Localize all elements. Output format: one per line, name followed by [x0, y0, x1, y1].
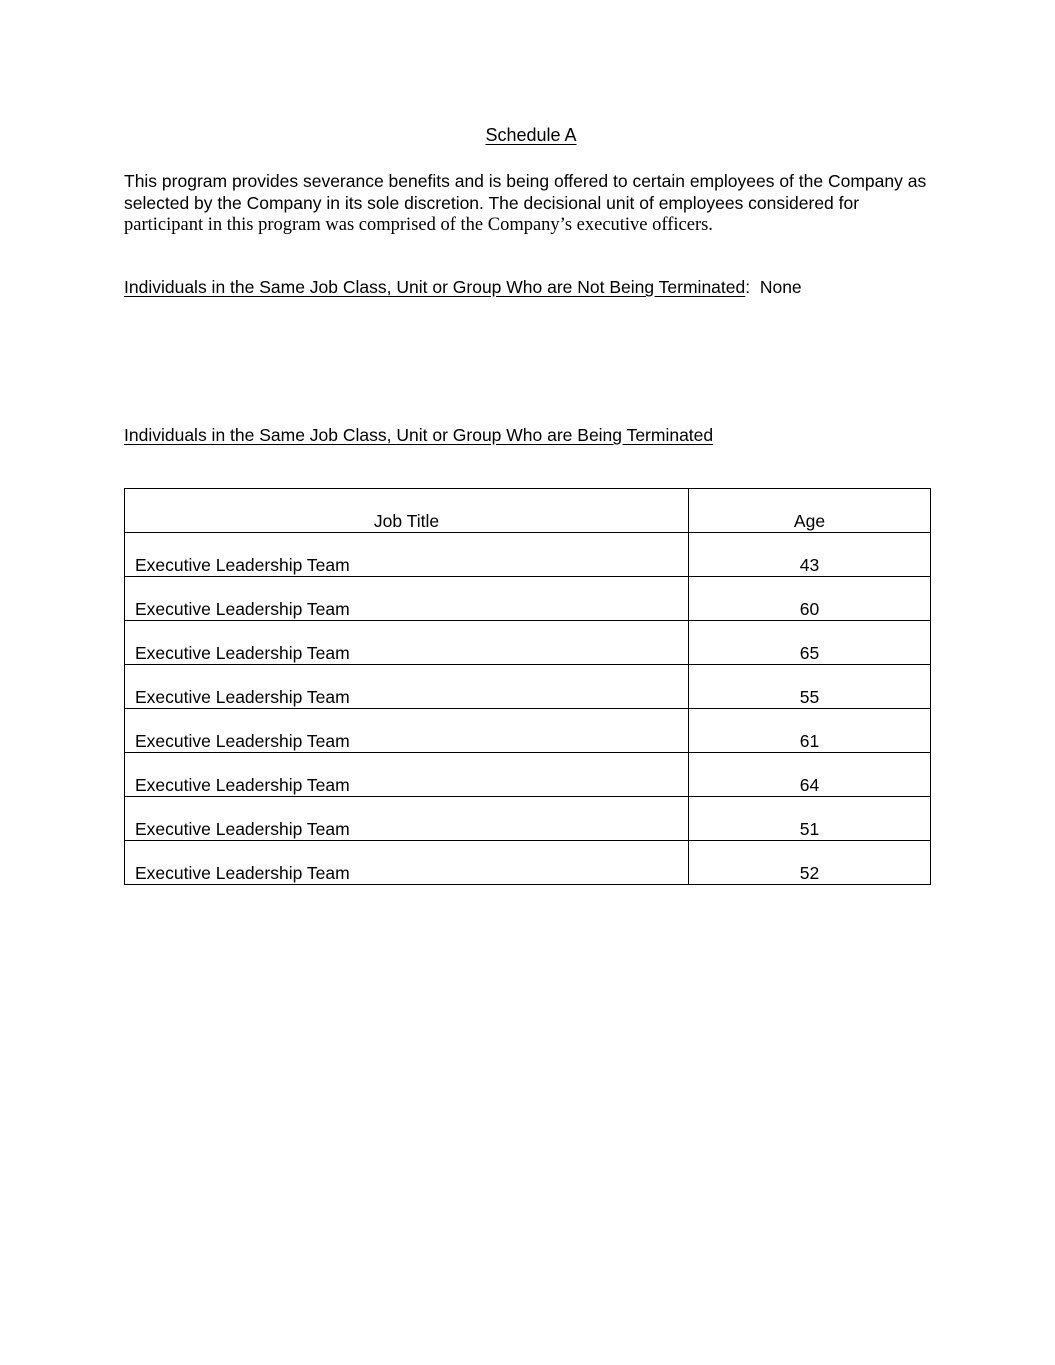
age-header: Age [689, 489, 931, 533]
age-cell: 60 [689, 577, 931, 621]
table-header-row [125, 489, 931, 533]
age-cell: 65 [689, 621, 931, 665]
intro-paragraph [124, 170, 927, 236]
job-title-cell: Executive Leadership Team [125, 621, 689, 665]
job-title-cell: Executive Leadership Team [125, 533, 689, 577]
not-terminated-section [124, 277, 802, 298]
terminated-table [124, 488, 931, 885]
job-title-cell: Executive Leadership Team [125, 577, 689, 621]
not-terminated-value: None [759, 277, 802, 297]
page-title: Schedule A [485, 125, 577, 145]
table-row [125, 533, 931, 577]
terminated-heading: Individuals in the Same Job Class, Unit or Group Who are Being Terminated [124, 425, 714, 445]
intro-line-2: selected by the Company in its sole discretion. The decisional unit of employees considered for [124, 193, 860, 213]
intro-line-3: participant in this program was comprised of the Company’s executive officers. [124, 215, 713, 235]
age-cell: 61 [689, 709, 931, 753]
table-row [125, 577, 931, 621]
intro-line-1: This program provides severance benefits and is being offered to certain employees of the Company as [124, 171, 927, 191]
terminated-section [124, 425, 713, 446]
job-title-cell: Executive Leadership Team [125, 753, 689, 797]
age-cell: 43 [689, 533, 931, 577]
age-cell: 51 [689, 797, 931, 841]
table-row [125, 709, 931, 753]
job-title-cell: Executive Leadership Team [125, 797, 689, 841]
job-title-cell: Executive Leadership Team [125, 709, 689, 753]
job-title-cell: Executive Leadership Team [125, 665, 689, 709]
table-row [125, 841, 931, 885]
table-row [125, 665, 931, 709]
job-title-cell: Executive Leadership Team [125, 841, 689, 885]
table-row [125, 797, 931, 841]
age-cell: 64 [689, 753, 931, 797]
age-cell: 55 [689, 665, 931, 709]
table-row [125, 621, 931, 665]
job-title-header: Job Title [125, 489, 689, 533]
age-cell: 52 [689, 841, 931, 885]
not-terminated-separator: : [745, 277, 760, 297]
not-terminated-heading: Individuals in the Same Job Class, Unit or Group Who are Not Being Terminated [124, 277, 746, 297]
table-row [125, 753, 931, 797]
